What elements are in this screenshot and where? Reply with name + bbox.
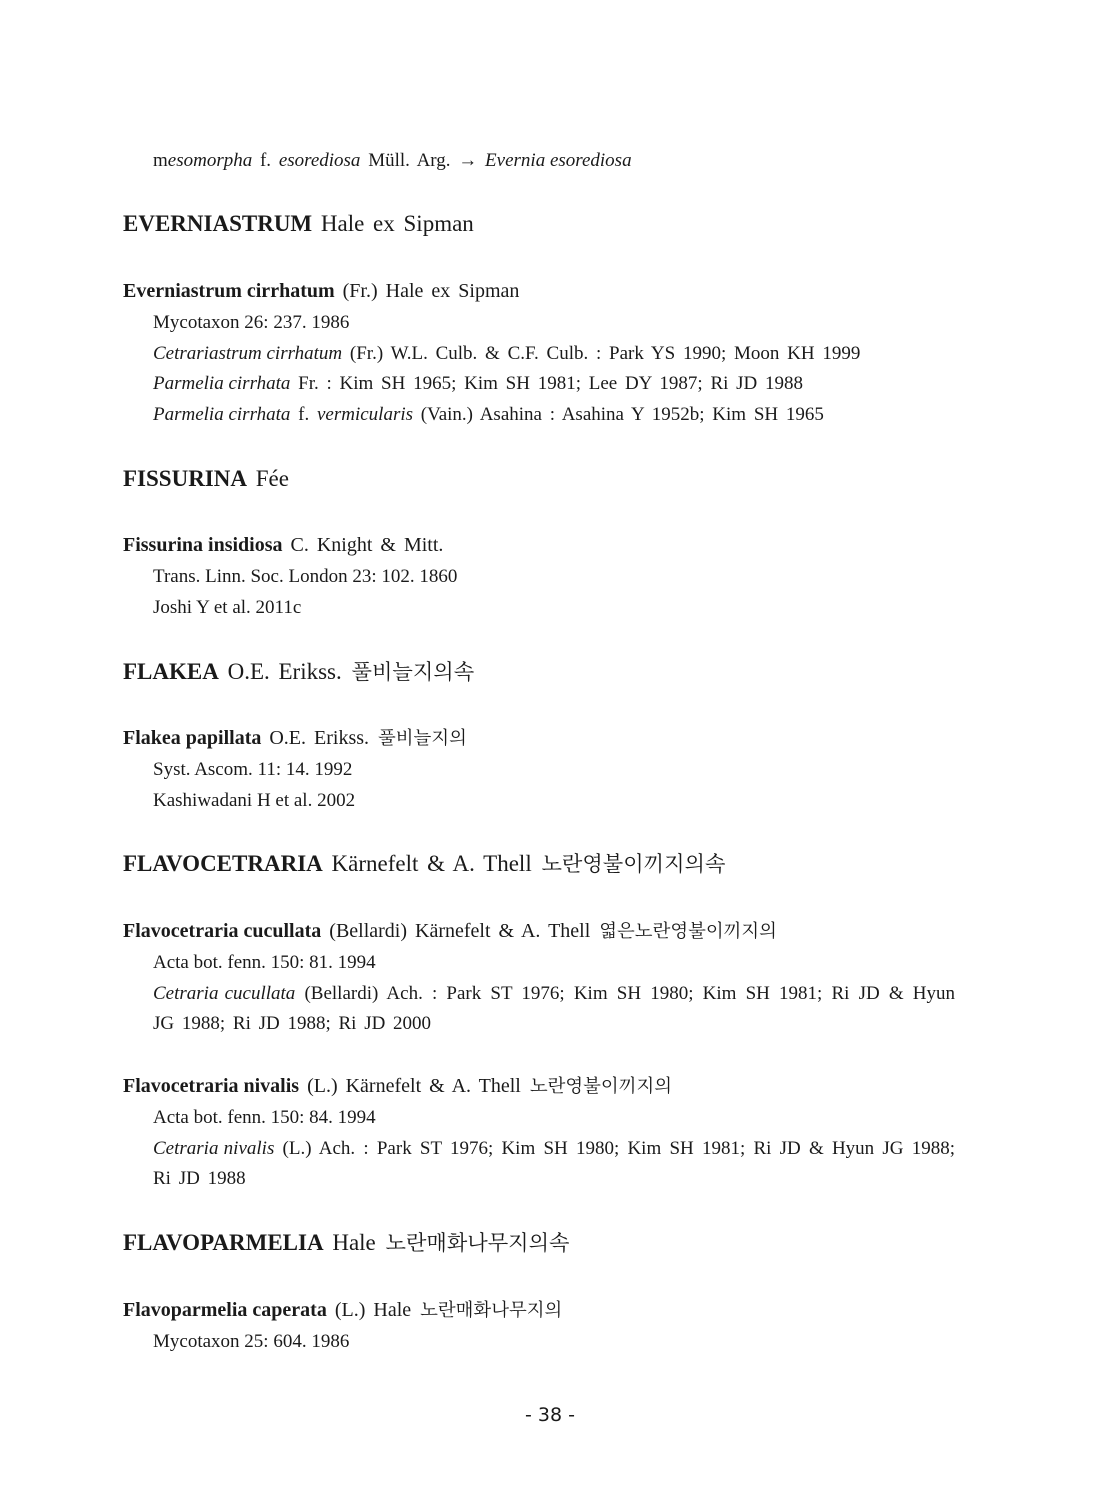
reference-line: Mycotaxon 25: 604. 1986 (153, 1331, 350, 1352)
italic-text: Cetrariastrum cirrhatum (153, 343, 343, 364)
text: m (153, 150, 168, 171)
text: f. (252, 150, 279, 171)
reference-line: Mycotaxon 26: 237. 1986 (153, 312, 350, 333)
text: Fr. : Kim SH 1965; Kim SH 1981; Lee DY 1987; Ri JD 1988 (290, 373, 804, 394)
species-author: (L.) Hale (326, 1299, 412, 1321)
record-line: Kashiwadani H et al. 2002 (153, 790, 356, 811)
korean-name: 풀비늘지의속 (351, 659, 475, 684)
italic-text: esorediosa (278, 150, 361, 171)
genus-heading-flavoparmelia (123, 1227, 569, 1259)
genus-name: FLAVOPARMELIA (123, 1230, 324, 1255)
text: (Vain.) Asahina : Asahina Y 1952b; Kim SH 1965 (413, 404, 824, 425)
italic-text: Cetraria cucullata (153, 983, 296, 1004)
korean-name: 노란영불이끼지의속 (541, 851, 726, 876)
genus-name: FLAVOCETRARIA (123, 851, 323, 876)
genus-name: FISSURINA (123, 466, 247, 491)
genus-author: Kärnefelt & A. Thell (322, 851, 532, 876)
species-heading-flavoparmelia-caperata (123, 1295, 562, 1326)
italic-text: vermicularis (316, 404, 414, 425)
page-number: - 38 - (525, 1404, 575, 1426)
genus-author: Hale (323, 1230, 376, 1255)
korean-name: 노란영불이끼지의 (529, 1076, 672, 1097)
korean-name: 노란매화나무지의속 (385, 1230, 570, 1255)
synonym-paragraph (153, 979, 955, 1039)
genus-name: FLAKEA (123, 659, 219, 684)
reference-line: Trans. Linn. Soc. London 23: 102. 1860 (153, 566, 458, 587)
korean-name: 엷은노란영불이끼지의 (599, 921, 777, 942)
reference-line: Syst. Ascom. 11: 14. 1992 (153, 759, 353, 780)
genus-heading-flavocetraria (123, 848, 725, 880)
genus-heading-flakea (123, 656, 474, 688)
species-name: Fissurina insidiosa (123, 534, 283, 556)
species-author: O.E. Erikss. (261, 727, 370, 749)
species-heading-flavocetraria-nivalis (123, 1071, 672, 1102)
korean-name: 풀비늘지의 (378, 728, 467, 749)
genus-heading-everniastrum (123, 208, 474, 240)
record-line: Joshi Y et al. 2011c (153, 597, 302, 618)
species-name: Flavocetraria cucullata (123, 920, 322, 942)
korean-name: 노란매화나무지의 (420, 1300, 563, 1321)
genus-name: EVERNIASTRUM (123, 211, 313, 236)
reference-line: Acta bot. fenn. 150: 84. 1994 (153, 1107, 376, 1128)
species-name: Flavocetraria nivalis (123, 1075, 300, 1097)
species-heading-flakea-papillata (123, 723, 467, 754)
species-author: C. Knight & Mitt. (282, 534, 444, 556)
synonym-line (153, 400, 824, 430)
italic-text: Evernia esorediosa (485, 150, 632, 171)
reference-line: Acta bot. fenn. 150: 81. 1994 (153, 952, 376, 973)
synonym-paragraph (153, 1134, 955, 1194)
italic-text: Cetraria nivalis (153, 1138, 275, 1159)
text: Müll. Arg. → (360, 150, 486, 171)
genus-author: O.E. Erikss. (218, 659, 342, 684)
text: (Fr.) W.L. Culb. & C.F. Culb. : Park YS 1990; Moon KH 1999 (342, 343, 861, 364)
species-heading-flavocetraria-cucullata (123, 916, 777, 947)
text: (L.) Ach. : Park ST 1976; Kim SH 1980; Kim SH 1981; Ri JD & Hyun JG 1988; Ri JD 1988 (153, 1138, 955, 1189)
synonym-line (153, 339, 860, 369)
italic-text: esomorpha (167, 150, 253, 171)
synonym-line-mesomorpha (153, 146, 632, 176)
genus-author: Hale ex Sipman (312, 211, 474, 236)
species-author: (L.) Kärnefelt & A. Thell (299, 1075, 521, 1097)
species-author: (Bellardi) Kärnefelt & A. Thell (321, 920, 591, 942)
text: (Bellardi) Ach. : Park ST 1976; Kim SH 1980; Kim SH 1981; Ri JD & Hyun JG 1988; Ri JD 1988; Ri JD 2000 (153, 983, 955, 1034)
species-author: (Fr.) Hale ex Sipman (334, 280, 520, 302)
species-name: Flavoparmelia caperata (123, 1299, 327, 1321)
genus-author: Fée (246, 466, 289, 491)
synonym-line (153, 369, 803, 399)
species-name: Flakea papillata (123, 727, 262, 749)
genus-heading-fissurina (123, 463, 289, 495)
species-heading-everniastrum-cirrhatum (123, 276, 519, 306)
species-heading-fissurina-insidiosa (123, 530, 443, 560)
text: f. (290, 404, 317, 425)
italic-text: Parmelia cirrhata (153, 404, 291, 425)
italic-text: Parmelia cirrhata (153, 373, 291, 394)
species-name: Everniastrum cirrhatum (123, 280, 335, 302)
